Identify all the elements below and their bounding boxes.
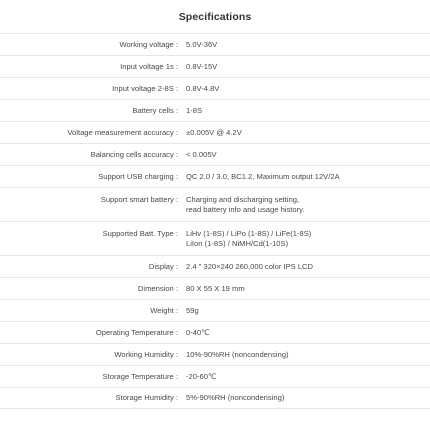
spec-value-line: 80 X 55 X 19 mm xyxy=(186,283,245,293)
spec-row xyxy=(0,221,430,255)
spec-row xyxy=(0,343,430,365)
spec-row xyxy=(0,277,430,299)
spec-value-line: 2.4 " 320×240 260,000 color IPS LCD xyxy=(186,261,314,271)
spec-value-line: ±0.005V @ 4.2V xyxy=(186,127,242,137)
spec-value-line: QC 2.0 / 3.0, BC1.2, Maximum output 12V/2A xyxy=(186,171,340,181)
spec-value-line: 0.8V-4.8V xyxy=(186,83,220,93)
spec-label: Support smart battery : xyxy=(100,195,178,204)
spec-row xyxy=(0,121,430,143)
spec-label: Working Humidity : xyxy=(114,349,178,359)
spec-row xyxy=(0,255,430,277)
spec-label: Dimension : xyxy=(137,283,178,293)
spec-value-line: 1-8S xyxy=(186,105,203,115)
spec-value xyxy=(179,84,430,94)
spec-value-line: read battery info and usage history. xyxy=(186,205,305,214)
spec-value xyxy=(179,393,430,403)
spec-label: Input voltage 2-8S : xyxy=(112,83,178,93)
spec-label: Voltage measurement accuracy : xyxy=(67,127,178,137)
spec-row xyxy=(0,33,430,55)
spec-value xyxy=(179,128,430,138)
spec-row xyxy=(0,299,430,321)
spec-value xyxy=(179,306,430,316)
spec-value-line: 59g xyxy=(186,305,199,315)
spec-row xyxy=(0,165,430,187)
spec-value-line: 5%-90%RH (noncondensing) xyxy=(186,393,285,402)
spec-value-line: 10%-90%RH (noncondensing) xyxy=(186,349,289,359)
spec-label: Input voltage 1s : xyxy=(120,61,178,71)
spec-value xyxy=(179,172,430,182)
spec-row xyxy=(0,365,430,387)
spec-value xyxy=(179,284,430,294)
spec-label: Battery cells : xyxy=(132,105,178,115)
spec-label: Balancing cells accuracy : xyxy=(90,149,178,159)
spec-row xyxy=(0,321,430,343)
spec-row xyxy=(0,387,430,409)
spec-value-line: LiHv (1-8S) / LiPo (1-8S) / LiFe(1-8S) xyxy=(186,229,312,238)
spec-row xyxy=(0,187,430,221)
spec-value xyxy=(179,328,430,338)
spec-value-line: 0-40℃ xyxy=(186,327,210,337)
spec-label: Supported Batt. Type : xyxy=(102,229,178,238)
spec-value xyxy=(179,262,430,272)
spec-value-line: < 0.005V xyxy=(186,149,217,159)
spec-value xyxy=(179,40,430,50)
spec-label: Display : xyxy=(148,261,178,271)
spec-row xyxy=(0,143,430,165)
page-title: Specifications xyxy=(178,11,252,23)
spec-row xyxy=(0,77,430,99)
spec-value xyxy=(179,188,430,215)
spec-label: Operating Temperature : xyxy=(95,327,178,337)
spec-table xyxy=(0,33,430,409)
spec-value-line: LiIon (1-8S) / NiMH/Cd(1-10S) xyxy=(186,239,289,248)
spec-value-line: Charging and discharging setting, xyxy=(186,195,300,204)
spec-value-line: 5.0V-36V xyxy=(186,39,218,49)
spec-label: Storage Temperature : xyxy=(102,371,178,381)
spec-value xyxy=(179,150,430,160)
spec-value-line: 0.8V-15V xyxy=(186,61,218,71)
spec-label: Working voltage : xyxy=(119,39,178,49)
spec-label: Support USB charging : xyxy=(98,171,178,181)
spec-value-line: -20-60℃ xyxy=(186,371,217,381)
spec-value xyxy=(179,372,430,382)
spec-value xyxy=(179,62,430,72)
spec-row xyxy=(0,55,430,77)
spec-label: Storage Humidity : xyxy=(115,393,178,402)
spec-row xyxy=(0,99,430,121)
spec-value xyxy=(179,222,430,249)
spec-value xyxy=(179,350,430,360)
spec-value xyxy=(179,106,430,116)
spec-label: Weight : xyxy=(150,305,178,315)
